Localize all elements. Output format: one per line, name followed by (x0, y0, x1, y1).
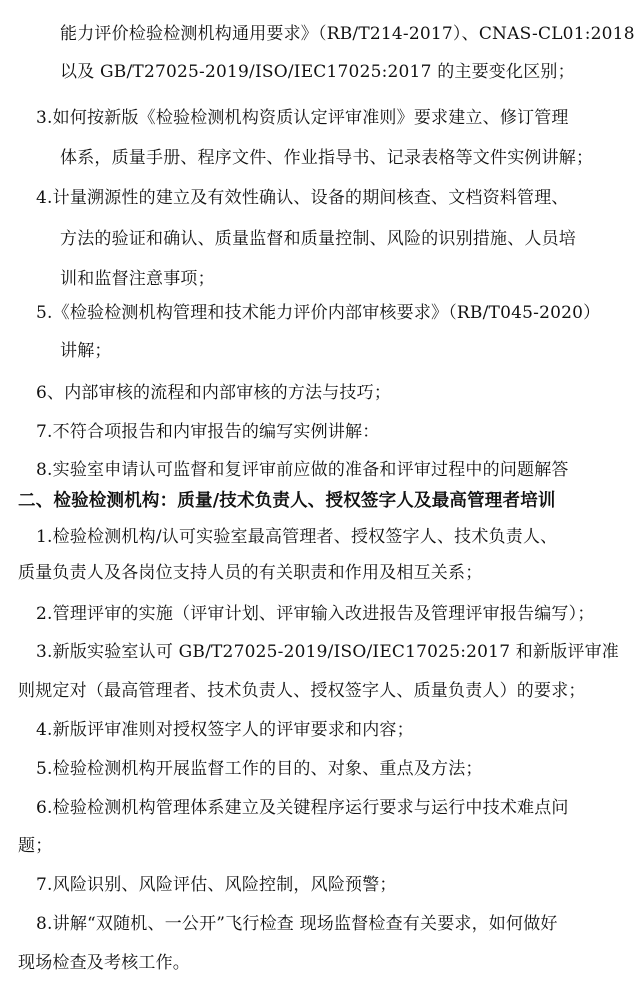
text-line-25: 现场检查及考核工作。 (18, 953, 190, 973)
text-line-16: 2.管理评审的实施（评审计划、评审输入改进报告及管理评审报告编写）； (36, 604, 595, 624)
text-line-15: 质量负责人及各岗位支持人员的有关职责和作用及相互关系； (18, 563, 483, 583)
text-line-11: 7.不符合项报告和内审报告的编写实例讲解： (36, 422, 380, 442)
text-line-2: 以及 GB/T27025-2019/ISO/IEC17025:2017 的主要变化区别； (60, 62, 575, 82)
text-line-8: 5.《检验检测机构管理和技术能力评价内部审核要求》（RB/T045-2020） (36, 303, 601, 323)
text-line-9: 讲解； (60, 341, 112, 361)
text-line-24: 8.讲解“双随机、一公开”飞行检查 现场监督检查有关要求，如何做好 (36, 914, 558, 934)
text-line-5: 4.计量溯源性的建立及有效性确认、设备的期间核查、文档资料管理、 (36, 188, 569, 208)
text-line-22: 题； (18, 836, 53, 856)
text-line-21: 6.检验检测机构管理体系建立及关键程序运行要求与运行中技术难点问 (36, 798, 569, 818)
text-line-10: 6、内部审核的流程和内部审核的方法与技巧； (36, 383, 392, 403)
text-line-20: 5.检验检测机构开展监督工作的目的、对象、重点及方法； (36, 759, 483, 779)
text-line-1: 能力评价检验检测机构通用要求》（RB/T214-2017）、CNAS-CL01:2018 (60, 24, 635, 44)
text-line-4: 体系，质量手册、程序文件、作业指导书、记录表格等文件实例讲解； (60, 148, 594, 168)
text-line-18: 则规定对（最高管理者、技术负责人、授权签字人、质量负责人）的要求； (18, 681, 586, 701)
text-line-7: 训和监督注意事项； (60, 269, 215, 289)
text-line-3: 3.如何按新版《检验检测机构资质认定评审准则》要求建立、修订管理 (36, 108, 569, 128)
text-line-17: 3.新版实验室认可 GB/T27025-2019/ISO/IEC17025:2017 和新版评审准 (36, 642, 620, 662)
section-heading: 二、检验检测机构：质量/技术负责人、授权签字人及最高管理者培训 (18, 491, 556, 511)
text-line-19: 4.新版评审准则对授权签字人的评审要求和内容； (36, 720, 414, 740)
text-line-23: 7.风险识别、风险评估、风险控制，风险预警； (36, 875, 397, 895)
text-line-14: 1.检验检测机构/认可实验室最高管理者、授权签字人、技术负责人、 (36, 527, 558, 547)
text-line-6: 方法的验证和确认、质量监督和质量控制、风险的识别措施、人员培 (60, 229, 576, 249)
text-line-12: 8.实验室申请认可监督和复评审前应做的准备和评审过程中的问题解答 (36, 460, 569, 480)
